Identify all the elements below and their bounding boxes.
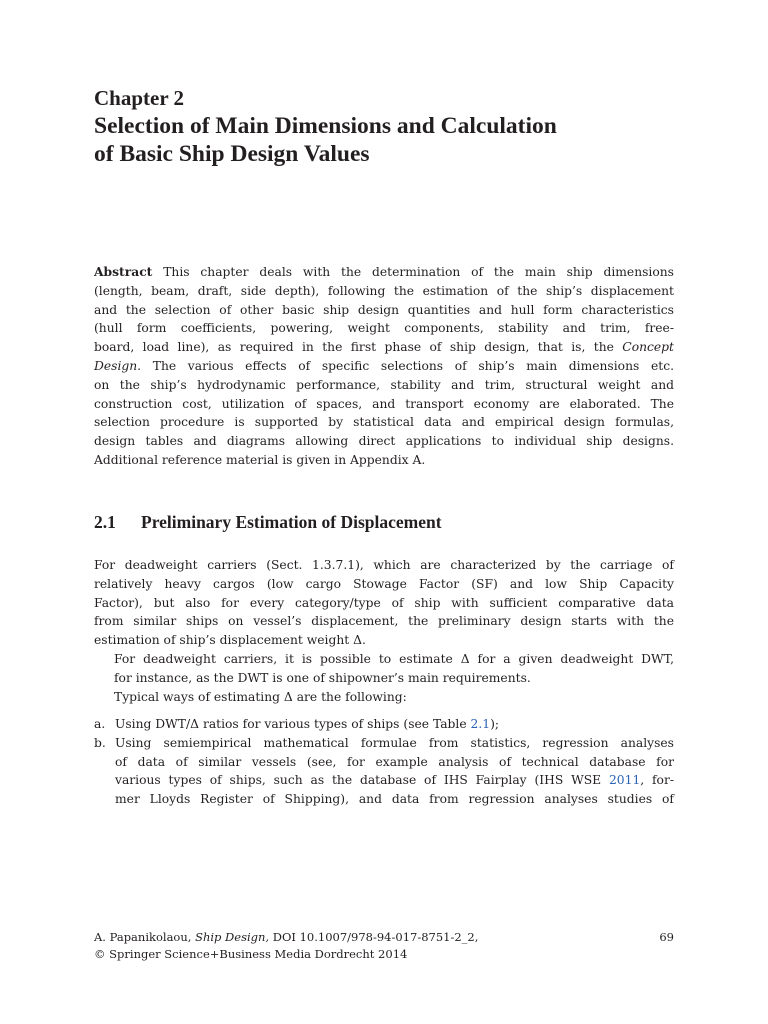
abstract-line: (length, beam, draft, side depth), following the estimation of the ship’s displacement — [94, 283, 674, 298]
body-text — [94, 556, 674, 706]
footer-text: A. Papanikolaou, — [94, 930, 196, 944]
list-marker: b. — [94, 735, 106, 750]
footer-book-title: Ship Design, — [195, 930, 270, 944]
footer-copyright: © Springer Science+Business Media Dordrecht 2014 — [94, 947, 408, 961]
abstract-line: (hull form coefficients, powering, weight components, stability and trim, free- — [94, 321, 674, 336]
abstract-line — [94, 357, 674, 376]
footer-citation — [94, 929, 674, 946]
list-text: , for- — [640, 773, 674, 788]
page-number: 69 — [659, 930, 674, 944]
list-line: of data of similar vessels (see, for example analysis of technical database for — [115, 754, 674, 769]
abstract — [94, 263, 674, 470]
list-text: ); — [490, 717, 500, 731]
footer — [94, 929, 674, 963]
section-title: Preliminary Estimation of Displacement — [141, 512, 442, 532]
abstract-line: Additional reference material is given in Appendix A. — [94, 452, 426, 467]
abstract-text: . The various effects of specific selections of ship’s main dimensions etc. — [137, 358, 674, 373]
body-line: For deadweight carriers, it is possible to estimate Δ for a given deadweight DWT, — [114, 651, 674, 666]
list-item — [94, 715, 674, 734]
section-heading — [94, 512, 442, 533]
list-text: Using DWT/Δ ratios for various types of ships (see Table — [115, 717, 471, 731]
body-line: For deadweight carriers (Sect. 1.3.7.1), which are characterized by the carriage of — [94, 558, 674, 572]
chapter-label: Chapter 2 — [94, 86, 185, 110]
body-line: for instance, as the DWT is one of shipowner’s main requirements. — [114, 670, 531, 685]
list-line: mer Lloyds Register of Shipping), and data from regression analyses studies of — [115, 792, 674, 807]
chapter-title — [94, 112, 694, 168]
section-number: 2.1 — [94, 512, 116, 532]
chapter-title-line: of Basic Ship Design Values — [94, 141, 370, 167]
body-line: Typical ways of estimating Δ are the following: — [114, 689, 407, 704]
reference-link[interactable]: 2011 — [608, 773, 641, 788]
body-line: from similar ships on vessel’s displacement, the preliminary design starts with the — [94, 614, 674, 629]
list-line — [115, 715, 674, 734]
abstract-line — [94, 263, 674, 282]
body-line: relatively heavy cargos (low cargo Stowage Factor (SF) and low Ship Capacity — [94, 576, 674, 591]
abstract-line: on the ship’s hydrodynamic performance, stability and trim, structural weight and — [94, 377, 674, 392]
estimation-list — [94, 715, 674, 809]
list-line: Using semiempirical mathematical formulae from statistics, regression analyses — [115, 735, 674, 750]
abstract-line: selection procedure is supported by statistical data and empirical design formulas, — [94, 415, 674, 430]
list-item — [94, 734, 674, 809]
abstract-text: board, load line), as required in the first phase of ship design, that is, the — [94, 340, 623, 355]
table-link[interactable]: 2.1 — [470, 717, 491, 731]
abstract-label: Abstract — [94, 264, 153, 279]
list-text: various types of ships, such as the database of IHS Fairplay (IHS WSE — [115, 773, 609, 788]
abstract-line: and the selection of other basic ship design quantities and hull form characteristics — [94, 302, 674, 317]
abstract-line — [94, 338, 674, 357]
body-line: Factor), but also for every category/type of ship with sufficient comparative data — [94, 595, 674, 610]
chapter-title-line: Selection of Main Dimensions and Calculation — [94, 113, 557, 139]
body-line: estimation of ship’s displacement weight Δ. — [94, 633, 366, 648]
abstract-line: design tables and diagrams allowing direct applications to individual ship designs. — [94, 434, 674, 449]
abstract-text: This chapter deals with the determination of the main ship dimensions — [152, 265, 674, 279]
abstract-italic: Design — [94, 358, 138, 373]
list-marker: a. — [94, 717, 106, 731]
abstract-line: construction cost, utilization of spaces, and transport economy are elaborated. The — [94, 396, 674, 411]
list-line — [115, 771, 674, 790]
abstract-italic: Concept — [622, 340, 674, 355]
footer-doi: DOI 10.1007/978-94-017-8751-2_2, — [269, 930, 479, 944]
